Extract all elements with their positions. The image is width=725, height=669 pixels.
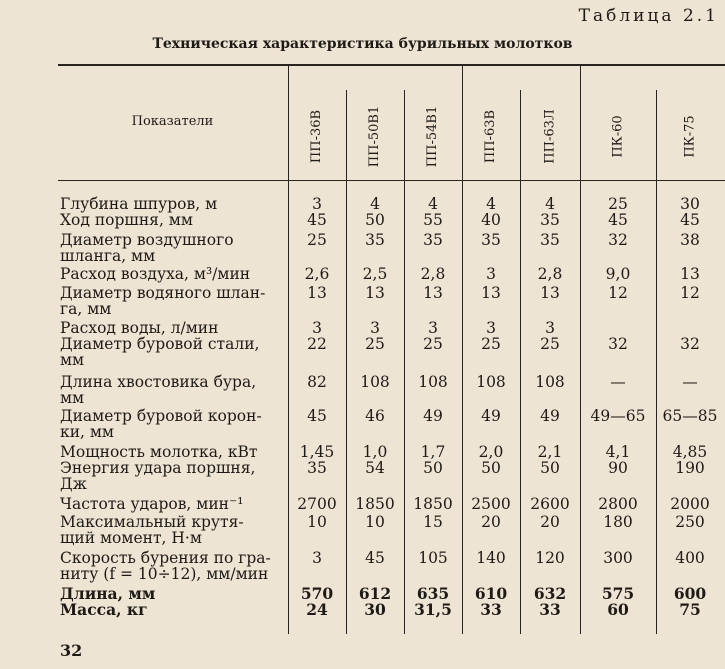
table-cell: 2,6: [304, 265, 330, 283]
column-header: [288, 96, 346, 176]
column-header: [661, 96, 719, 176]
table-cell: 105: [418, 549, 448, 567]
column-header: [589, 96, 647, 176]
table-cell: 45: [608, 211, 628, 229]
table-cell: 50: [365, 211, 385, 229]
table-cell: 2600: [530, 495, 570, 513]
table-cell: 38: [680, 231, 700, 249]
table-cell: 1850: [355, 495, 395, 513]
table-cell: 108: [476, 373, 506, 391]
table-cell: 22: [307, 335, 327, 353]
table-cell: 25: [423, 335, 443, 353]
table-cell: 3: [486, 319, 496, 337]
table-cell: 13: [680, 265, 700, 283]
column-divider: [580, 64, 581, 634]
table-cell: 4: [428, 195, 438, 213]
table-cell: 2800: [598, 495, 638, 513]
table-cell: 33: [480, 600, 502, 619]
row-label: Масса, кг: [60, 600, 148, 619]
table-cell: 35: [307, 459, 327, 477]
table-cell: 25: [365, 335, 385, 353]
table-cell: 20: [481, 513, 501, 531]
row-label: Расход воздуха, м³/мин: [60, 265, 251, 283]
table-cell: 49: [481, 407, 501, 425]
table-cell: 31,5: [414, 600, 452, 619]
top-rule: [58, 64, 725, 66]
row-label: ниту (f = 10÷12), мм/мин: [60, 565, 269, 583]
table-cell: 2500: [471, 495, 511, 513]
table-cell: 32: [680, 335, 700, 353]
table-cell: 632: [533, 584, 567, 603]
table-cell: 2,0: [478, 443, 504, 461]
table-cell: 1,45: [299, 443, 335, 461]
table-cell: 3: [312, 195, 322, 213]
table-cell: 25: [608, 195, 628, 213]
column-header: [521, 96, 579, 176]
table-cell: 1850: [413, 495, 453, 513]
table-cell: 190: [675, 459, 705, 477]
column-header-label: ПК-75: [682, 114, 698, 158]
table-cell: 15: [423, 513, 443, 531]
table-cell: 600: [673, 584, 707, 603]
table-cell: 13: [423, 284, 443, 302]
row-label: Диаметр буровой стали,: [60, 335, 260, 353]
table-cell: 60: [607, 600, 629, 619]
table-cell: 635: [416, 584, 450, 603]
table-cell: 12: [608, 284, 628, 302]
table-cell: 32: [608, 335, 628, 353]
table-cell: 46: [365, 407, 385, 425]
table-cell: 20: [540, 513, 560, 531]
table-cell: 12: [680, 284, 700, 302]
table-cell: 4,85: [672, 443, 708, 461]
table-cell: 50: [423, 459, 443, 477]
page-number: 32: [60, 641, 83, 660]
table-cell: 13: [540, 284, 560, 302]
table-cell: 10: [365, 513, 385, 531]
row-label: мм: [60, 351, 85, 369]
row-label: Диаметр воздушного: [60, 231, 234, 249]
table-cell: 35: [365, 231, 385, 249]
table-cell: 13: [307, 284, 327, 302]
column-divider: [656, 90, 657, 634]
table-cell: 2700: [297, 495, 337, 513]
table-cell: 300: [603, 549, 633, 567]
table-cell: 90: [608, 459, 628, 477]
row-label: Ход поршня, мм: [60, 211, 193, 229]
column-header-label: ПП-36В: [309, 109, 325, 163]
table-cell: 30: [680, 195, 700, 213]
table-cell: 9,0: [605, 265, 631, 283]
row-label: щий момент, Н·м: [60, 529, 202, 547]
table-number: Таблица 2.1: [578, 6, 719, 26]
row-label: Расход воды, л/мин: [60, 319, 219, 337]
row-label: шланга, мм: [60, 247, 156, 265]
table-cell: 1,0: [362, 443, 388, 461]
table-cell: 35: [540, 231, 560, 249]
table-cell: 3: [312, 549, 322, 567]
table-cell: 82: [307, 373, 327, 391]
table-cell: 400: [675, 549, 705, 567]
row-label: мм: [60, 389, 85, 407]
column-header-label: ПП-50В1: [367, 105, 383, 167]
table-cell: 45: [307, 407, 327, 425]
row-label: Скорость бурения по гра-: [60, 549, 271, 567]
row-label: га, мм: [60, 300, 112, 318]
table-cell: 40: [481, 211, 501, 229]
table-cell: 4,1: [605, 443, 631, 461]
table-cell: 3: [545, 319, 555, 337]
table-cell: 49: [423, 407, 443, 425]
column-header: [346, 96, 404, 176]
row-label: Частота ударов, мин⁻¹: [60, 495, 244, 513]
header-bottom-rule: [58, 180, 725, 181]
table-cell: —: [682, 373, 698, 391]
table-cell: 108: [360, 373, 390, 391]
row-label: ки, мм: [60, 423, 114, 441]
column-header: [462, 96, 520, 176]
table-cell: 30: [364, 600, 386, 619]
row-label: Энергия удара поршня,: [60, 459, 256, 477]
column-header-label: ПП-63В: [483, 109, 499, 163]
table-cell: 75: [679, 600, 701, 619]
table-cell: 3: [312, 319, 322, 337]
table-cell: 45: [680, 211, 700, 229]
table-cell: 2,1: [537, 443, 563, 461]
column-header-label: ПП-63Л: [542, 108, 558, 164]
table-cell: 45: [365, 549, 385, 567]
table-cell: 2,8: [537, 265, 563, 283]
table-cell: 25: [481, 335, 501, 353]
row-label: Длина, мм: [60, 584, 156, 603]
table-cell: 3: [486, 265, 496, 283]
table-cell: 50: [540, 459, 560, 477]
table-cell: 4: [545, 195, 555, 213]
table-cell: 2,5: [362, 265, 388, 283]
table-cell: 35: [481, 231, 501, 249]
table-cell: 49—65: [590, 407, 646, 425]
table-cell: 49: [540, 407, 560, 425]
table-cell: 45: [307, 211, 327, 229]
table-cell: 3: [428, 319, 438, 337]
column-header-label: ПК-60: [610, 114, 626, 158]
table-cell: 24: [306, 600, 328, 619]
table-cell: 108: [418, 373, 448, 391]
table-cell: 13: [481, 284, 501, 302]
table-cell: 108: [535, 373, 565, 391]
row-label: Длина хвостовика бура,: [60, 373, 257, 391]
table-cell: 140: [476, 549, 506, 567]
column-header-label: ПП-54В1: [425, 105, 441, 167]
table-title: Техническая характеристика бурильных молотков: [152, 36, 573, 52]
table-cell: 570: [300, 584, 334, 603]
table-cell: 4: [370, 195, 380, 213]
table-cell: 25: [540, 335, 560, 353]
column-header-indicators: Показатели: [131, 114, 214, 129]
column-header: [404, 96, 462, 176]
table-cell: 54: [365, 459, 385, 477]
row-label: Глубина шпуров, м: [60, 195, 218, 213]
table-cell: 33: [539, 600, 561, 619]
row-label: Максимальный крутя-: [60, 513, 244, 531]
table-cell: 65—85: [662, 407, 718, 425]
table-cell: 13: [365, 284, 385, 302]
table-cell: 55: [423, 211, 443, 229]
table-cell: 180: [603, 513, 633, 531]
table-cell: 3: [370, 319, 380, 337]
row-label: Мощность молотка, кВт: [60, 443, 258, 461]
table-cell: 250: [675, 513, 705, 531]
table-cell: 25: [307, 231, 327, 249]
table-cell: 575: [601, 584, 635, 603]
row-label: Диаметр буровой корон-: [60, 407, 262, 425]
table-cell: 610: [474, 584, 508, 603]
table-cell: 1,7: [420, 443, 446, 461]
table-cell: —: [610, 373, 626, 391]
row-label: Дж: [60, 475, 87, 493]
table-cell: 612: [358, 584, 392, 603]
table-cell: 35: [423, 231, 443, 249]
table-cell: 2,8: [420, 265, 446, 283]
table-cell: 4: [486, 195, 496, 213]
table-cell: 120: [535, 549, 565, 567]
table-cell: 10: [307, 513, 327, 531]
table-cell: 2000: [670, 495, 710, 513]
table-cell: 50: [481, 459, 501, 477]
table-cell: 32: [608, 231, 628, 249]
row-label: Диаметр водяного шлан-: [60, 284, 266, 302]
table-cell: 35: [540, 211, 560, 229]
